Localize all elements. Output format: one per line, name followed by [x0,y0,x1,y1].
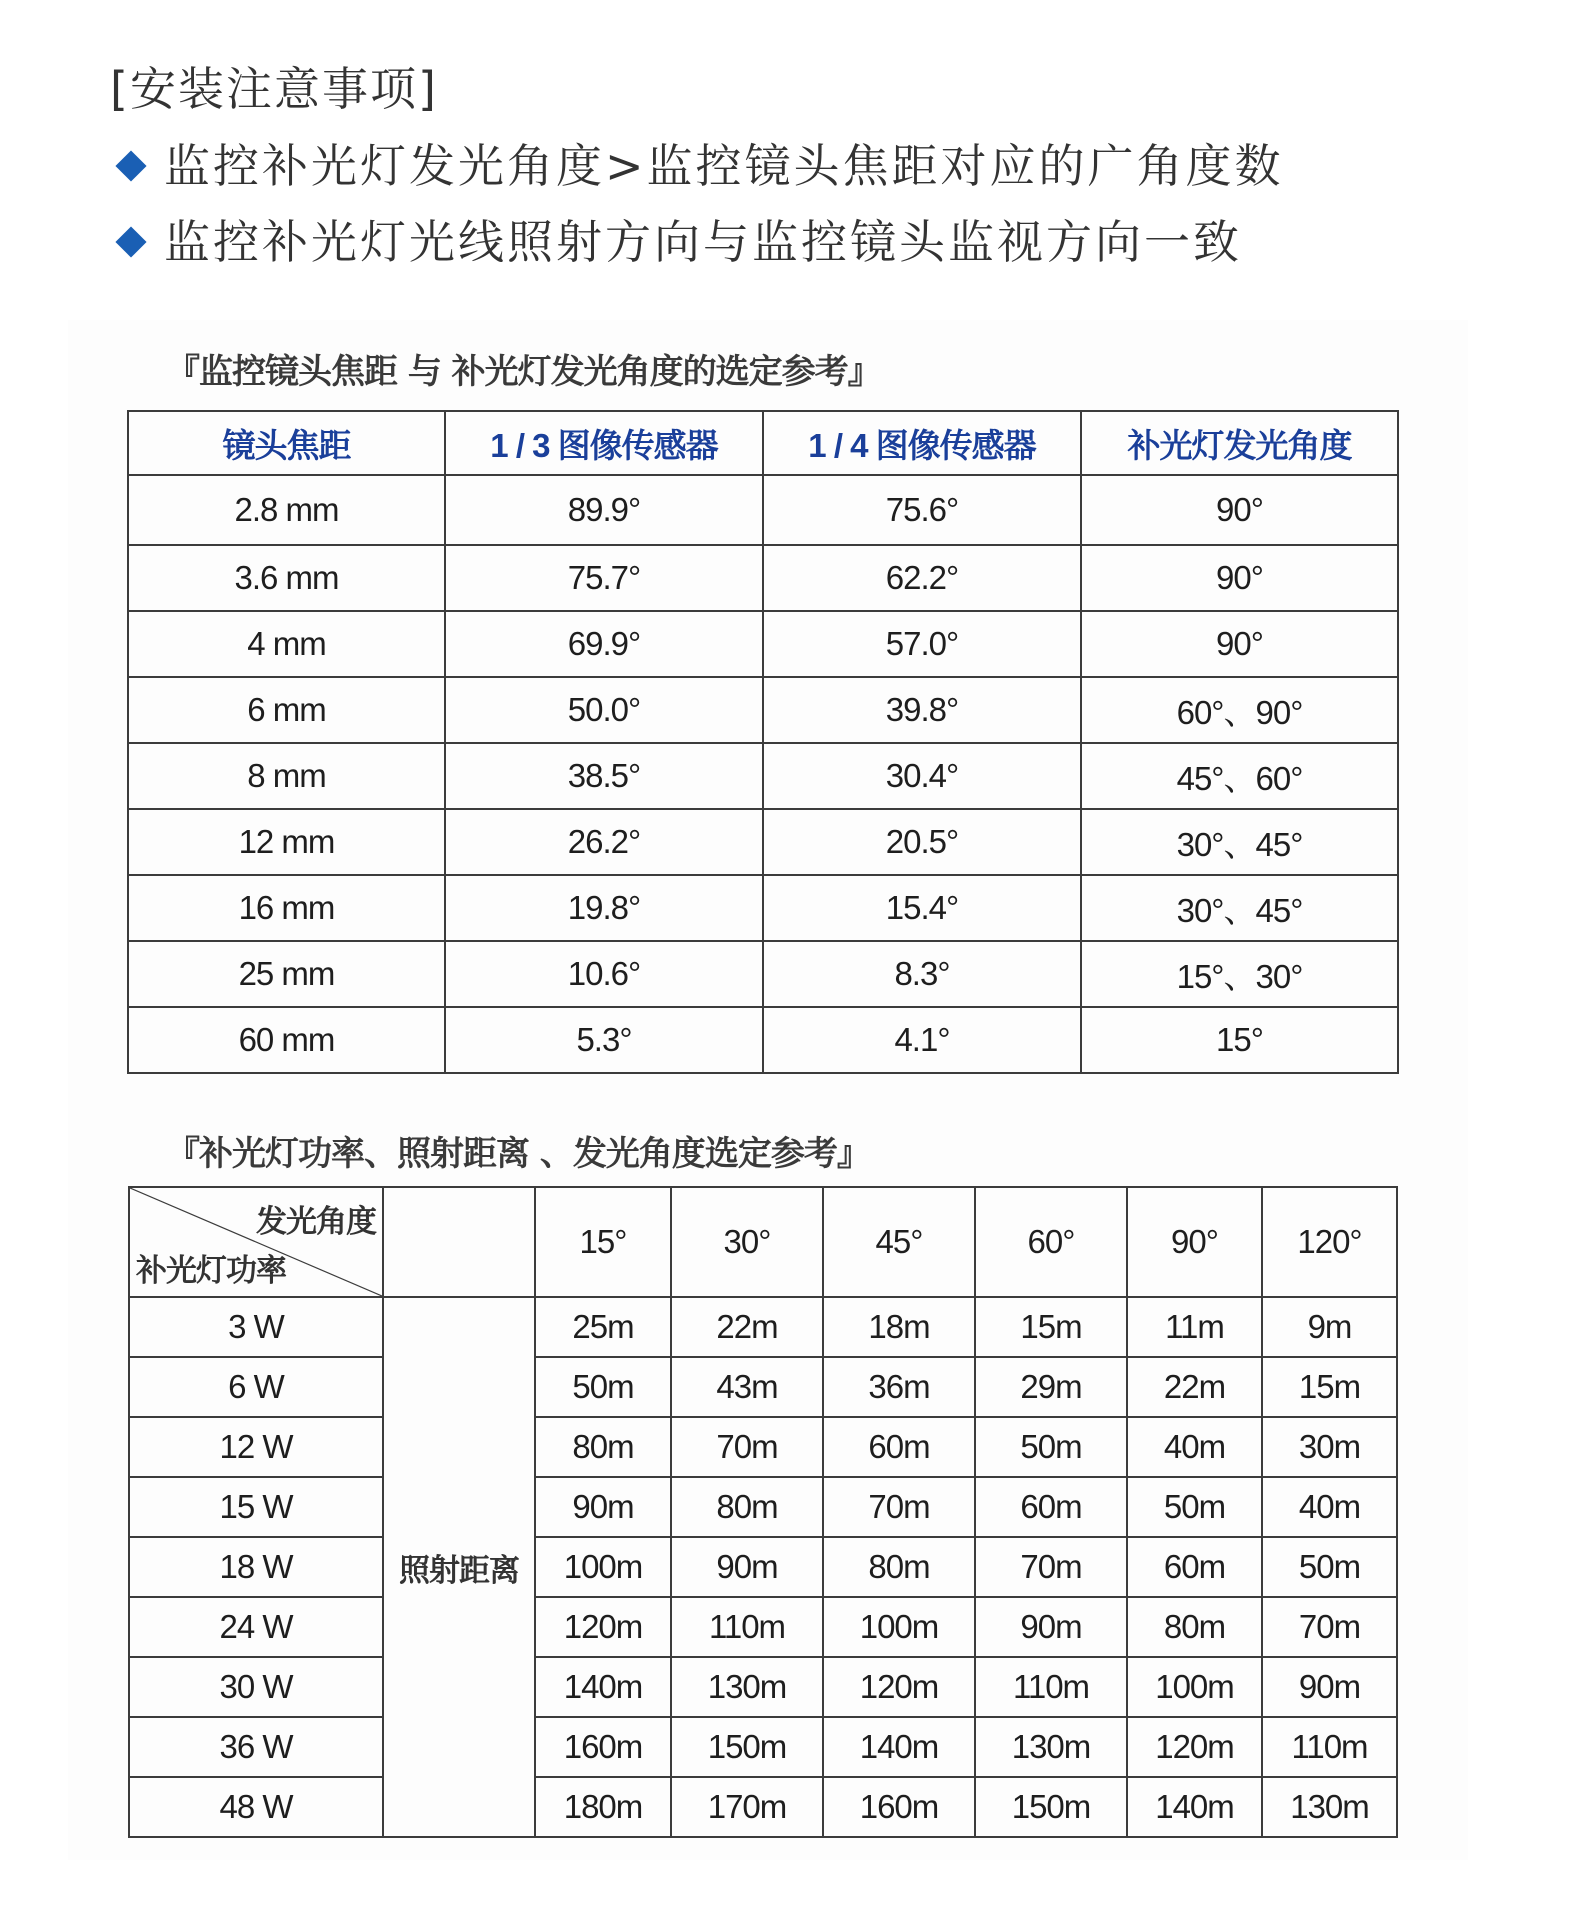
corner-label-angle: 发光角度 [256,1204,376,1239]
table-row [128,809,1398,875]
sensor-1-4-cell: 39.8° [763,677,1081,743]
light-angle-cell: 30°、45° [1081,809,1398,875]
distance-cell: 140m [823,1717,975,1777]
distance-cell: 130m [1262,1777,1397,1837]
angle-header: 60° [975,1187,1127,1297]
power-cell: 18 W [129,1537,383,1597]
table-row [129,1537,1397,1597]
sensor-1-3-cell: 50.0° [445,677,763,743]
table1-caption: 『监控镜头焦距 与 补光灯发光角度的选定参考』 [166,352,881,392]
power-cell: 30 W [129,1657,383,1717]
distance-cell: 140m [535,1657,671,1717]
table-row [129,1717,1397,1777]
table-row [128,941,1398,1007]
power-cell: 3 W [129,1297,383,1357]
sensor-1-4-cell: 62.2° [763,545,1081,611]
distance-cell: 150m [671,1717,823,1777]
focal-length-cell: 60 mm [128,1007,445,1073]
merged-distance-label: 照射距离 [383,1297,535,1837]
header-light-angle: 补光灯发光角度 [1081,411,1398,475]
distance-cell: 22m [1127,1357,1262,1417]
distance-cell: 50m [1127,1477,1262,1537]
section-title: [安装注意事项] [110,62,438,116]
sensor-1-4-cell: 4.1° [763,1007,1081,1073]
sensor-1-3-cell: 69.9° [445,611,763,677]
table-row [129,1477,1397,1537]
distance-cell: 60m [975,1477,1127,1537]
focal-length-cell: 6 mm [128,677,445,743]
distance-cell: 18m [823,1297,975,1357]
distance-cell: 100m [823,1597,975,1657]
distance-cell: 80m [1127,1597,1262,1657]
table-row [128,545,1398,611]
table2-caption: 『补光灯功率、照射距离 、发光角度选定参考』 [166,1134,870,1174]
light-angle-cell: 90° [1081,611,1398,677]
distance-cell: 110m [671,1597,823,1657]
distance-cell: 25m [535,1297,671,1357]
distance-cell: 140m [1127,1777,1262,1837]
light-angle-cell: 15° [1081,1007,1398,1073]
sensor-1-4-cell: 75.6° [763,475,1081,545]
diamond-bullet-icon [115,150,146,181]
power-cell: 48 W [129,1777,383,1837]
table-header-row [129,1187,1397,1297]
distance-cell: 60m [823,1417,975,1477]
sensor-1-3-cell: 26.2° [445,809,763,875]
angle-header: 45° [823,1187,975,1297]
focal-length-table [127,410,1399,1074]
table-row [128,677,1398,743]
header-sensor-1-3: 1 / 3 图像传感器 [445,411,763,475]
table-row [128,475,1398,545]
power-cell: 24 W [129,1597,383,1657]
focal-length-cell: 8 mm [128,743,445,809]
header-sensor-1-4: 1 / 4 图像传感器 [763,411,1081,475]
distance-cell: 120m [823,1657,975,1717]
table-row [129,1417,1397,1477]
distance-cell: 9m [1262,1297,1397,1357]
angle-header: 90° [1127,1187,1262,1297]
bullet-text: 监控补光灯发光角度>监控镜头焦距对应的广角度数 [164,139,1284,193]
power-cell: 6 W [129,1357,383,1417]
sensor-1-4-cell: 15.4° [763,875,1081,941]
diamond-bullet-icon [115,226,146,257]
light-angle-cell: 60°、90° [1081,677,1398,743]
distance-cell: 100m [1127,1657,1262,1717]
power-distance-table [128,1186,1398,1838]
distance-cell: 100m [535,1537,671,1597]
distance-cell: 43m [671,1357,823,1417]
distance-cell: 90m [535,1477,671,1537]
light-angle-cell: 30°、45° [1081,875,1398,941]
table-row [129,1657,1397,1717]
distance-cell: 60m [1127,1537,1262,1597]
light-angle-cell: 90° [1081,545,1398,611]
distance-cell: 160m [823,1777,975,1837]
distance-cell: 15m [975,1297,1127,1357]
angle-header: 15° [535,1187,671,1297]
table-row [129,1297,1397,1357]
distance-cell: 90m [1262,1657,1397,1717]
table-header-row [128,411,1398,475]
sensor-1-4-cell: 57.0° [763,611,1081,677]
distance-cell: 30m [1262,1417,1397,1477]
table-row [129,1357,1397,1417]
distance-cell: 120m [535,1597,671,1657]
focal-length-cell: 2.8 mm [128,475,445,545]
sensor-1-3-cell: 10.6° [445,941,763,1007]
table-row [128,1007,1398,1073]
distance-cell: 50m [1262,1537,1397,1597]
distance-cell: 80m [535,1417,671,1477]
angle-header: 120° [1262,1187,1397,1297]
distance-cell: 180m [535,1777,671,1837]
distance-cell: 70m [823,1477,975,1537]
distance-cell: 130m [975,1717,1127,1777]
header-focal-length: 镜头焦距 [128,411,445,475]
distance-cell: 50m [535,1357,671,1417]
distance-cell: 40m [1127,1417,1262,1477]
distance-cell: 160m [535,1717,671,1777]
distance-cell: 130m [671,1657,823,1717]
table-row [128,743,1398,809]
focal-length-cell: 3.6 mm [128,545,445,611]
distance-cell: 40m [1262,1477,1397,1537]
light-angle-cell: 90° [1081,475,1398,545]
sensor-1-3-cell: 89.9° [445,475,763,545]
distance-cell: 11m [1127,1297,1262,1357]
power-cell: 15 W [129,1477,383,1537]
distance-cell: 110m [975,1657,1127,1717]
focal-length-cell: 25 mm [128,941,445,1007]
sensor-1-3-cell: 19.8° [445,875,763,941]
sensor-1-4-cell: 8.3° [763,941,1081,1007]
distance-cell: 170m [671,1777,823,1837]
distance-cell: 110m [1262,1717,1397,1777]
power-cell: 36 W [129,1717,383,1777]
distance-cell: 50m [975,1417,1127,1477]
table-row [128,875,1398,941]
distance-cell: 70m [671,1417,823,1477]
distance-cell: 29m [975,1357,1127,1417]
distance-cell: 36m [823,1357,975,1417]
distance-cell: 150m [975,1777,1127,1837]
empty-header-cell [383,1187,535,1297]
angle-header: 30° [671,1187,823,1297]
sensor-1-3-cell: 38.5° [445,743,763,809]
bullet-item [110,212,1510,272]
light-angle-cell: 45°、60° [1081,743,1398,809]
focal-length-cell: 16 mm [128,875,445,941]
sensor-1-4-cell: 30.4° [763,743,1081,809]
sensor-1-4-cell: 20.5° [763,809,1081,875]
distance-cell: 22m [671,1297,823,1357]
distance-cell: 120m [1127,1717,1262,1777]
diagonal-corner-cell [129,1187,383,1297]
sensor-1-3-cell: 75.7° [445,545,763,611]
table-row [128,611,1398,677]
power-cell: 12 W [129,1417,383,1477]
table-row [129,1597,1397,1657]
distance-cell: 70m [1262,1597,1397,1657]
bullet-text: 监控补光灯光线照射方向与监控镜头监视方向一致 [164,215,1242,269]
distance-cell: 90m [975,1597,1127,1657]
corner-label-power: 补光灯功率 [136,1253,286,1288]
distance-cell: 15m [1262,1357,1397,1417]
sensor-1-3-cell: 5.3° [445,1007,763,1073]
bullet-item [110,136,1510,196]
install-notes-header [110,58,1510,272]
distance-cell: 90m [671,1537,823,1597]
distance-cell: 80m [823,1537,975,1597]
light-angle-cell: 15°、30° [1081,941,1398,1007]
focal-length-cell: 4 mm [128,611,445,677]
table-row [129,1777,1397,1837]
distance-cell: 70m [975,1537,1127,1597]
focal-length-cell: 12 mm [128,809,445,875]
distance-cell: 80m [671,1477,823,1537]
